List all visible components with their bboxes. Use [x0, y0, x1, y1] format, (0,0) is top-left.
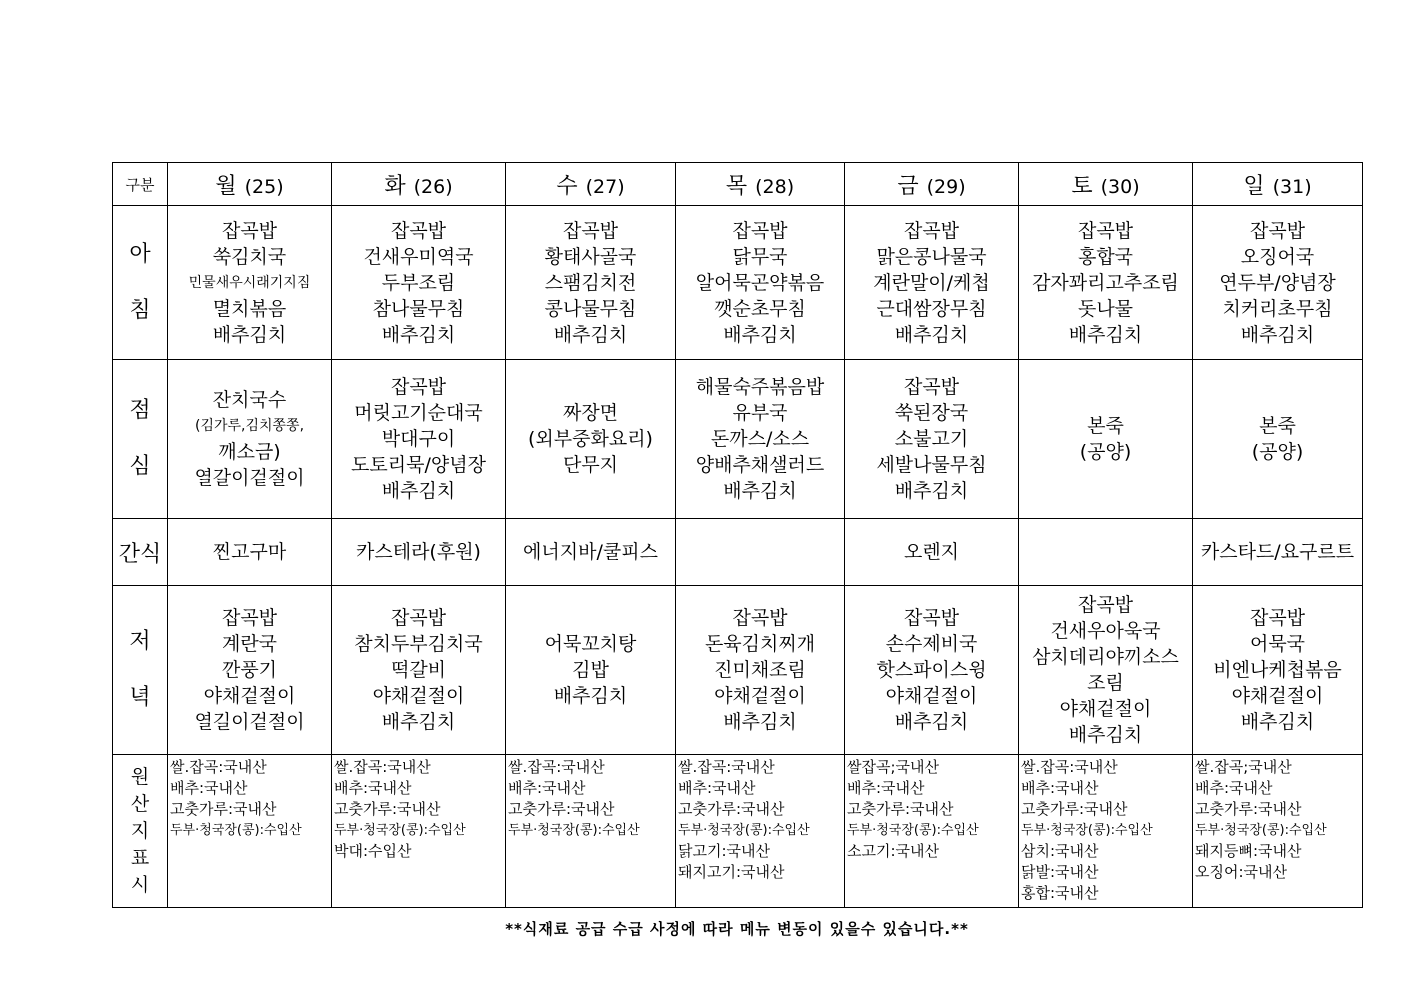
menu-line: 참나물무침 [372, 297, 465, 320]
menu-line: 배추김치 [553, 323, 628, 346]
menu-line: 배추:국내산 [847, 779, 925, 797]
menu-line: 닭발:국내산 [1021, 863, 1099, 881]
lunch-row [113, 360, 1363, 519]
menu-line: 돈까스/소스 [710, 428, 810, 450]
menu-line: 손수제비국 [885, 633, 978, 655]
menu-line: 홍합:국내산 [1021, 884, 1099, 902]
menu-line: 근대쌈장무침 [876, 297, 987, 320]
snack-cell [676, 519, 845, 586]
menu-line: 짜장면 [562, 402, 619, 424]
lunch-cell [845, 360, 1019, 519]
menu-line: 야채겉절이 [372, 685, 465, 707]
menu-line: 도토리묵/양념장 [351, 454, 486, 476]
menu-line: 배추김치 [381, 323, 456, 346]
origin-row [113, 755, 1363, 908]
menu-line: 삼치:국내산 [1021, 842, 1099, 860]
menu-line: 닭고기:국내산 [678, 842, 770, 860]
breakfast-cell [506, 206, 676, 360]
menu-line: 깻순초무침 [714, 297, 806, 320]
breakfast-cell [168, 206, 332, 360]
snack-label: 간식 [113, 519, 168, 586]
menu-line: 쌀.잡곡:국내산 [334, 758, 431, 776]
menu-line: 야채겉절이 [714, 685, 806, 707]
menu-line: 배추:국내산 [170, 779, 248, 797]
origin-cell [1193, 755, 1363, 908]
snack-row [113, 519, 1363, 586]
menu-line: 계란말이/케첩 [873, 271, 990, 294]
menu-line: 잡곡밥 [1249, 219, 1306, 242]
origin-label: 원 산 지 표 시 [113, 755, 168, 908]
menu-line: 쑥된장국 [894, 402, 969, 424]
breakfast-cell [676, 206, 845, 360]
menu-line: 본죽 [1259, 415, 1296, 437]
menu-line: 고춧가루:국내산 [334, 800, 441, 818]
menu-line: 깐풍기 [221, 659, 278, 681]
menu-line: 잡곡밥 [390, 219, 447, 242]
dinner-cell [1193, 586, 1363, 755]
menu-line: 잡곡밥 [390, 607, 447, 629]
menu-line: 열갈이겉절이 [194, 467, 305, 489]
origin-cell [168, 755, 332, 908]
menu-line: 배추김치 [894, 323, 969, 346]
menu-line: (공양) [1251, 441, 1304, 463]
menu-line: 본죽 [1087, 415, 1124, 437]
snack-cell: 오렌지 [845, 519, 1019, 586]
lunch-cell [506, 360, 676, 519]
menu-line: 잡곡밥 [732, 607, 788, 629]
menu-line: 야채겉절이 [1059, 698, 1152, 720]
menu-line: 두부·청국장(콩):수입산 [334, 823, 466, 838]
menu-line: 머릿고기순대국 [354, 402, 483, 424]
menu-line: 돗나물 [1077, 297, 1134, 320]
menu-line: 잡곡밥 [1077, 594, 1134, 616]
menu-line: 잡곡밥 [1077, 219, 1134, 242]
dinner-cell [676, 586, 845, 755]
menu-line: 오징어:국내산 [1195, 863, 1287, 881]
menu-line: 배추:국내산 [1021, 779, 1099, 797]
menu-line: 소고기:국내산 [847, 842, 939, 860]
menu-line: 야채겉절이 [1231, 685, 1324, 707]
menu-line: 쑥김치국 [212, 245, 287, 268]
origin-cell [676, 755, 845, 908]
menu-line: 유부국 [732, 402, 788, 424]
menu-line: 잔치국수 [212, 389, 287, 411]
weekly-menu-table [112, 162, 1363, 908]
menu-line: 두부·청국장(콩):수입산 [678, 823, 810, 838]
menu-line: 핫스파이스윙 [876, 659, 987, 681]
dinner-row [113, 586, 1363, 755]
menu-line: 배추김치 [723, 480, 797, 502]
breakfast-cell [1019, 206, 1193, 360]
lunch-cell [1019, 360, 1193, 519]
menu-line: 배추김치 [894, 711, 969, 733]
breakfast-row [113, 206, 1363, 360]
origin-cell [1019, 755, 1193, 908]
menu-line: 황태사골국 [544, 245, 637, 268]
header-day: 화 (26) [332, 163, 506, 206]
menu-line: 김밥 [572, 659, 609, 681]
menu-line: 비엔나케첩볶음 [1213, 659, 1342, 681]
menu-line: 건새우아욱국 [1050, 620, 1161, 642]
menu-line: 해물숙주볶음밥 [695, 376, 825, 398]
menu-line: 잡곡밥 [903, 607, 960, 629]
origin-cell [845, 755, 1019, 908]
menu-line: 쌀.잡곡:국내산 [678, 758, 775, 776]
lunch-cell [676, 360, 845, 519]
menu-line: (공양) [1079, 441, 1132, 463]
dinner-cell [506, 586, 676, 755]
menu-line: 어묵국 [1249, 633, 1306, 655]
snack-cell: 에너지바/쿨피스 [506, 519, 676, 586]
menu-line: 잡곡밥 [903, 376, 960, 398]
menu-line: 두부·청국장(콩):수입산 [1021, 823, 1153, 838]
menu-line: 고춧가루:국내산 [508, 800, 615, 818]
menu-line: 돈육김치찌개 [704, 633, 816, 655]
menu-line: 닭무국 [732, 245, 788, 268]
menu-line: 삼치데리야끼소스 [1032, 646, 1179, 668]
dinner-cell [1019, 586, 1193, 755]
menu-line: 민물새우시래기지짐 [188, 274, 311, 291]
menu-line: 배추:국내산 [334, 779, 412, 797]
menu-line: 단무지 [562, 454, 619, 476]
menu-line: 조림 [1087, 672, 1124, 694]
header-day: 토 (30) [1019, 163, 1193, 206]
menu-line: 두부·청국장(콩):수입산 [1195, 823, 1327, 838]
menu-line: 콩나물무침 [544, 297, 637, 320]
header-day: 일 (31) [1193, 163, 1363, 206]
breakfast-cell [845, 206, 1019, 360]
menu-line: 스팸김치전 [544, 271, 637, 294]
menu-line: 감자꽈리고추조림 [1032, 271, 1179, 294]
menu-line: 쌀.잡곡:국내산 [1021, 758, 1118, 776]
menu-line: 세발나물무침 [876, 454, 987, 476]
menu-line: 잡곡밥 [1249, 607, 1306, 629]
menu-line: 잡곡밥 [732, 219, 788, 242]
menu-line: 오징어국 [1240, 245, 1315, 268]
header-day: 월 (25) [168, 163, 332, 206]
header-row [113, 163, 1363, 206]
menu-line: 참치두부김치국 [354, 633, 483, 655]
dinner-label: 저 녁 [113, 586, 168, 755]
menu-line: 배추:국내산 [678, 779, 756, 797]
menu-line: 돼지등뼈:국내산 [1195, 842, 1302, 860]
menu-line: 어묵꼬치탕 [544, 633, 637, 655]
menu-line: 배추김치 [1240, 711, 1315, 733]
header-gubun: 구분 [113, 163, 168, 206]
menu-line: 잡곡밥 [903, 219, 960, 242]
menu-line: 배추김치 [723, 711, 797, 733]
menu-line: (김가루,김치쫑쫑, [194, 418, 305, 434]
menu-line: 고춧가루:국내산 [170, 800, 277, 818]
menu-line: 맑은콩나물국 [876, 245, 987, 268]
menu-line: 쌀.잡곡:국내산 [170, 758, 267, 776]
menu-line: 두부·청국장(콩):수입산 [508, 823, 640, 838]
menu-line: 배추:국내산 [1195, 779, 1273, 797]
menu-line: 쌀.잡곡;국내산 [1195, 758, 1292, 776]
menu-line: 고춧가루:국내산 [847, 800, 954, 818]
menu-line: 쌀잡곡;국내산 [847, 758, 939, 776]
breakfast-cell [332, 206, 506, 360]
dinner-cell [168, 586, 332, 755]
menu-line: 배추김치 [212, 323, 287, 346]
menu-line: 두부·청국장(콩):수입산 [170, 823, 302, 838]
snack-cell: 찐고구마 [168, 519, 332, 586]
menu-line: 배추김치 [553, 685, 628, 707]
menu-line: 고춧가루:국내산 [1195, 800, 1302, 818]
menu-line: 배추김치 [1068, 323, 1143, 346]
origin-cell [332, 755, 506, 908]
header-day: 금 (29) [845, 163, 1019, 206]
menu-line: 건새우미역국 [363, 245, 474, 268]
menu-line: 박대구이 [381, 428, 456, 450]
lunch-cell [332, 360, 506, 519]
menu-line: 깨소금) [218, 441, 281, 463]
menu-line: 잡곡밥 [390, 376, 447, 398]
menu-line: 진미채조림 [714, 659, 806, 681]
lunch-label: 점 심 [113, 360, 168, 519]
menu-change-notice: **식재료 공급 수급 사정에 따라 메뉴 변동이 있을수 있습니다.** [505, 920, 969, 938]
menu-line: 배추김치 [381, 711, 456, 733]
menu-line: 계란국 [221, 633, 278, 655]
menu-line: 치커리초무침 [1222, 297, 1333, 320]
menu-line: 연두부/양념장 [1219, 271, 1336, 294]
menu-line: 두부조림 [381, 271, 456, 294]
menu-line: 잡곡밥 [221, 607, 278, 629]
menu-line: 잡곡밥 [221, 219, 278, 242]
menu-line: 열길이겉절이 [194, 711, 305, 733]
menu-line: 고춧가루:국내산 [1021, 800, 1128, 818]
snack-cell: 카스타드/요구르트 [1193, 519, 1363, 586]
lunch-cell [168, 360, 332, 519]
menu-line: 야채겉절이 [203, 685, 296, 707]
menu-line: 멸치볶음 [212, 297, 287, 320]
menu-line: 고춧가루:국내산 [678, 800, 785, 818]
menu-line: 야채겉절이 [885, 685, 978, 707]
origin-cell [506, 755, 676, 908]
menu-line: 알어묵곤약볶음 [695, 271, 825, 294]
menu-line: 배추김치 [381, 480, 456, 502]
menu-line: 양배추채샐러드 [695, 454, 825, 476]
dinner-cell [845, 586, 1019, 755]
snack-cell: 카스테라(후원) [332, 519, 506, 586]
breakfast-cell [1193, 206, 1363, 360]
menu-line: 배추김치 [723, 323, 797, 346]
menu-line: 배추김치 [1068, 724, 1143, 746]
menu-line: 배추김치 [894, 480, 969, 502]
menu-line: 쌀.잡곡:국내산 [508, 758, 605, 776]
menu-line: 떡갈비 [390, 659, 447, 681]
menu-line: 두부·청국장(콩):수입산 [847, 823, 979, 838]
menu-line: 소불고기 [894, 428, 969, 450]
menu-line: 돼지고기:국내산 [678, 863, 785, 881]
menu-line: 배추:국내산 [508, 779, 586, 797]
menu-line: 박대:수입산 [334, 842, 412, 860]
menu-line: (외부중화요리) [528, 428, 653, 450]
menu-line: 잡곡밥 [562, 219, 619, 242]
menu-line: 배추김치 [1240, 323, 1315, 346]
breakfast-label: 아 침 [113, 206, 168, 360]
menu-line: 홍합국 [1077, 245, 1134, 268]
snack-cell [1019, 519, 1193, 586]
dinner-cell [332, 586, 506, 755]
header-day: 수 (27) [506, 163, 676, 206]
lunch-cell [1193, 360, 1363, 519]
header-day: 목 (28) [676, 163, 845, 206]
